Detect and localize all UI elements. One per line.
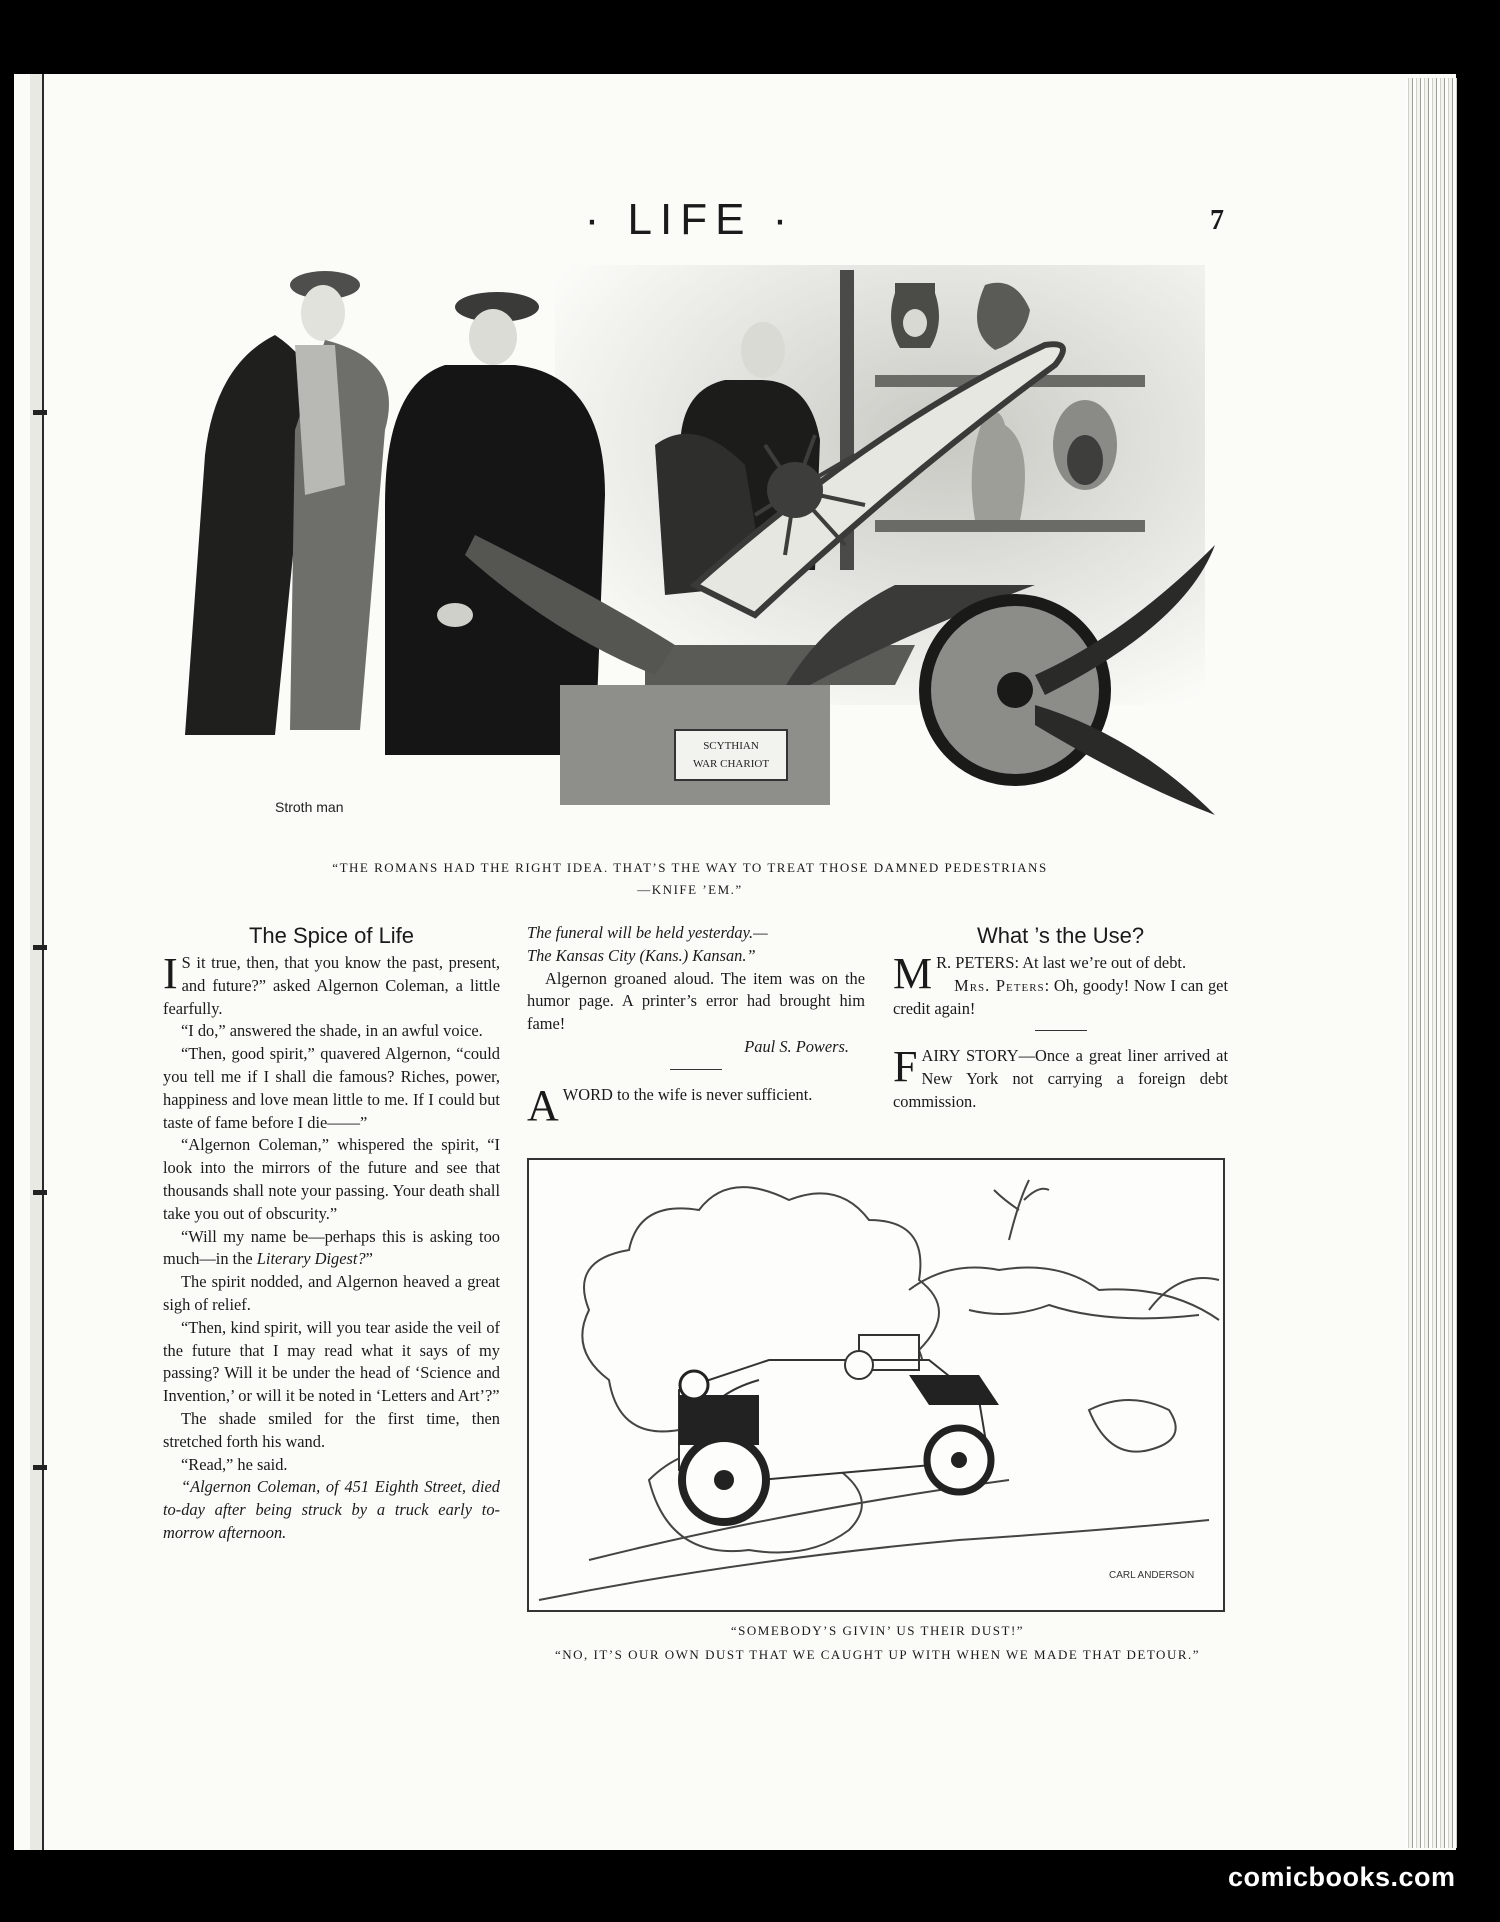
car-caption-line2: “NO, IT’S OUR OWN DUST THAT WE CAUGHT UP WITH WHEN WE MADE THAT DETOUR.” — [554, 1647, 1201, 1662]
top-caption-line1: “THE ROMANS HAD THE RIGHT IDEA. THAT’S THE WAY TO TREAT THOSE DAMNED PEDESTRIANS — [332, 860, 1048, 875]
spice-p3: “Then, good spirit,” quavered Algernon, “could you tell me if I shall die famous? Riches, power, happiness and love mean little to me. If I could but taste of fame before I die——” — [163, 1044, 500, 1132]
fairy-story — [893, 1042, 1228, 1113]
spice-p5 — [163, 1226, 500, 1272]
spice-p5-italic: Literary Digest? — [256, 1249, 366, 1269]
spice-of-life-heading: The Spice of Life — [248, 923, 415, 948]
binding-stitch — [33, 1190, 47, 1195]
column-rule — [670, 1069, 722, 1070]
spice-p10: “Algernon Coleman, of 451 Eighth Street, died to-day after being struck by a truck early to-morrow afternoon. — [163, 1477, 500, 1542]
spice-p7: “Then, kind spirit, will you tear aside the veil of the future that I may read what it says of my passing? Will it be under the head of ‘Science and Invention,’ or will it be noted in ‘Letters and Art’?” — [163, 1317, 500, 1406]
page-binding — [30, 74, 44, 1850]
car-cartoon-drawing — [529, 1160, 1223, 1610]
car-cartoon-frame — [527, 1158, 1225, 1612]
top-artist-signature: Stroth man — [275, 799, 344, 815]
placard-line1: SCYTHIAN — [703, 740, 759, 752]
car-caption-line1: “SOMEBODY’S GIVIN’ US THEIR DUST!” — [730, 1623, 1025, 1638]
spice-p2: “I do,” answered the shade, in an awful voice. — [181, 1021, 483, 1041]
middle-column — [527, 922, 865, 1130]
funeral-quote-line1: The funeral will be held yesterday.— — [527, 923, 768, 942]
whats-the-use-heading: What ’s the Use? — [976, 923, 1145, 948]
car-artist-signature: CARL ANDERSON — [1109, 1570, 1195, 1581]
word-dropcap: A — [527, 1080, 559, 1130]
column-rule — [1035, 1030, 1087, 1031]
mrs-peters-text: : Oh, goody! Now I can get credit again! — [893, 975, 1228, 1018]
page-stack-edge — [1405, 78, 1457, 1848]
binding-stitch — [33, 1465, 47, 1470]
binding-stitch — [33, 410, 47, 415]
mrs-peters-line — [893, 975, 1228, 1021]
masthead-title: · LIFE · — [584, 195, 796, 244]
algernon-groaned-para: Algernon groaned aloud. The item was on the humor page. A printer’s error had brought him fame! — [527, 968, 865, 1034]
car-cartoon-caption — [525, 1623, 1230, 1665]
fairy-text: AIRY STORY—Once a great liner arrived at New York not carrying a foreign debt commission. — [893, 1046, 1228, 1111]
spice-p4: “Algernon Coleman,” whispered the spirit, “I look into the mirrors of the future and see that thousands shall note your passing. Your death shall take you out of obscurity.” — [163, 1135, 500, 1223]
top-caption-line2: —KNIFE ’EM.” — [637, 882, 743, 897]
spice-p8: The shade smiled for the first time, then stretched forth his wand. — [163, 1408, 500, 1451]
word-text: WORD to the wife is never sufficient. — [562, 1084, 813, 1104]
watermark-comicbooks[interactable]: comicbooks.com — [1228, 1862, 1456, 1892]
top-illustration-caption — [260, 860, 1120, 898]
top-illustration — [175, 265, 1235, 850]
spice-of-life-column — [163, 922, 500, 1545]
mrs-peters-label: Mrs. Peters — [954, 975, 1045, 995]
word-to-wife — [527, 1080, 865, 1130]
spice-dropcap: I — [163, 949, 178, 998]
byline-paul-powers: Paul S. Powers. — [744, 1036, 849, 1056]
fairy-dropcap: F — [893, 1042, 918, 1092]
spice-p5-end: ” — [365, 1249, 373, 1269]
page-number: 7 — [1210, 205, 1224, 236]
spice-p1-text: S it true, then, that you know the past, present, and future?” asked Algernon Coleman, a little fearfully. — [163, 953, 500, 1018]
spice-p9: “Read,” he said. — [181, 1454, 288, 1474]
mr-dropcap: M — [893, 949, 933, 998]
placard-line2: WAR CHARIOT — [692, 758, 770, 770]
spice-p6: The spirit nodded, and Algernon heaved a great sigh of relief. — [163, 1272, 500, 1314]
spice-p1 — [163, 949, 500, 1020]
whats-the-use-column — [893, 922, 1228, 1114]
binding-stitch — [33, 945, 47, 950]
funeral-quote-line2: The Kansas City (Kans.) Kansan.” — [527, 945, 756, 965]
spice-p5-start: “Will my name be—perhaps this is asking too much—in the — [163, 1226, 500, 1269]
mr-peters-text: R. PETERS: At last we’re out of debt. — [936, 953, 1187, 972]
